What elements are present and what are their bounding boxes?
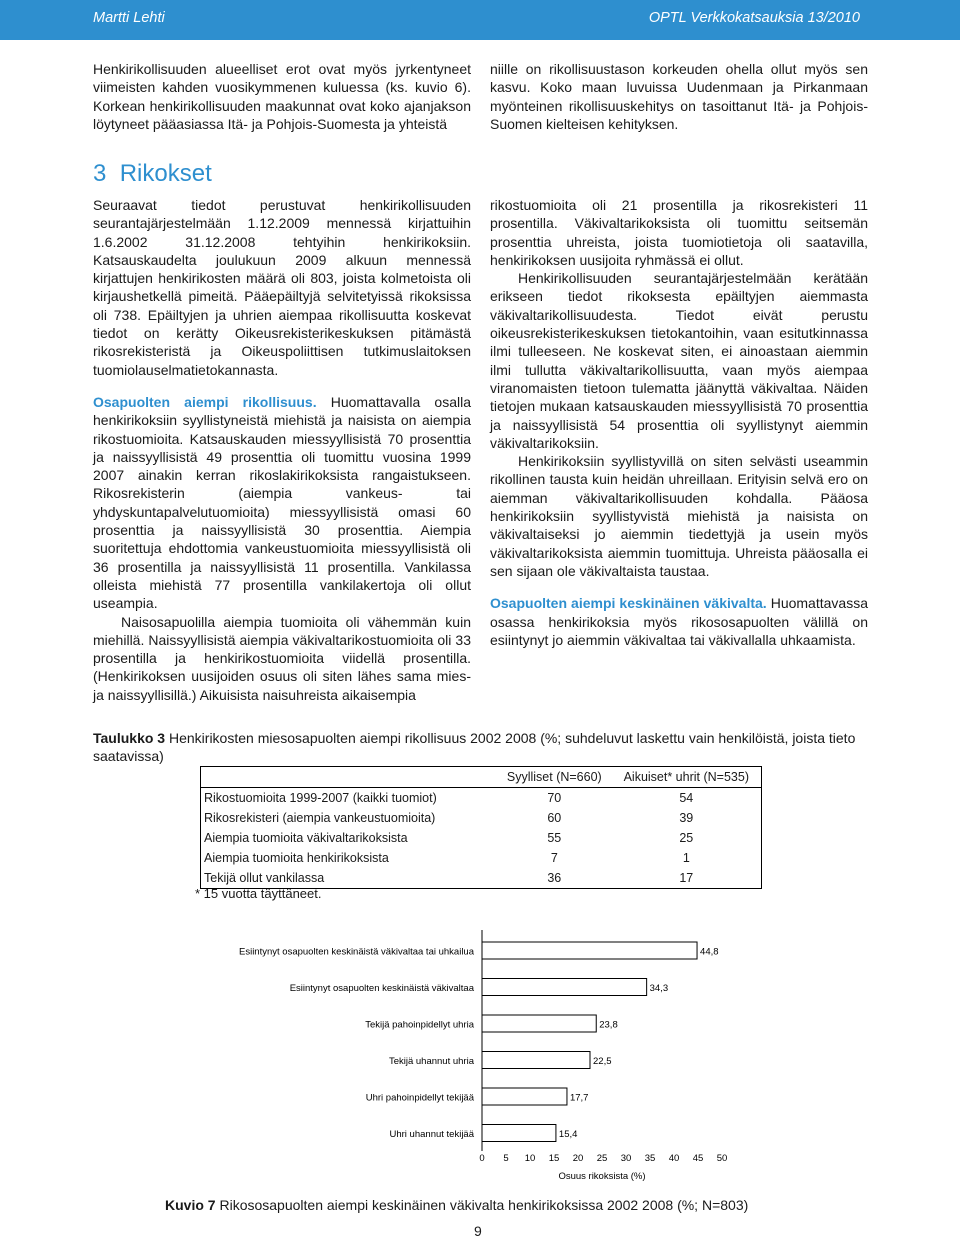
table-cell-a: 70 [547, 791, 562, 805]
right-para-3: Henkirikoksiin syyllistyvillä on siten selvästi useammin rikollinen tausta kuin heidän uhreillaan. Erityisin selvä ero on aiemman väkivaltarikollisuuden kohdalla. Pääosa henkirikoksiin syyllistyvistä miehistä ja naisista on väkivaltaiseksi jo aiemmin tiedettyjä ja usein myös väkivaltarikoksista aiemmin tuomittuja. Uhreista pääosalla ei sen sijaan ole väkivaltaista taustaa. [490, 453, 868, 579]
page-number: 9 [474, 1223, 482, 1239]
x-tick-label: 50 [716, 1153, 728, 1164]
intro-right-text: niille on rikollisuustason korkeuden ohella ollut myös sen kasvu. Koko maan luvuissa Uudenmaan ja Pirkanmaan myönteinen rikollisuuskehitys on tasoittanut Itä- ja Pohjois-Suomen kielteisen kehityksen. [490, 61, 868, 132]
x-tick-label: 45 [692, 1153, 704, 1164]
data-label: 22,5 [593, 1056, 612, 1067]
table-row-label: Aiempia tuomioita henkirikoksista [201, 848, 498, 868]
x-tick-label: 10 [524, 1153, 536, 1164]
table-row-label: Aiempia tuomioita väkivaltarikoksista [201, 828, 498, 848]
section-title: Rikokset [119, 160, 212, 187]
table-caption-text: Henkirikosten miesosapuolten aiempi rikollisuus 2002 2008 (%; suhdeluvut laskettu vain henkilöistä, joista tieto saatavissa) [93, 730, 856, 764]
table-cell-a: 36 [497, 868, 612, 889]
category-label: Esiintynyt osapuolten keskinäistä väkivaltaa [289, 983, 474, 994]
category-label: Uhri pahoinpidellyt tekijää [365, 1092, 474, 1104]
figure-caption [165, 1197, 748, 1213]
left-para-3: Naisosapuolilla aiempia tuomioita oli vähemmän kuin miehillä. Naissyyllisistä aiempia väkivaltarikostuomioita oli 33 prosentilla ja henkirikostuomioita viidellä prosentilla. (Henkirikoksen uusijoiden osuus oli siten lähes sama mies- ja naissyyllisillä.) Aikuisista naisuhreista aikaisempia [93, 613, 471, 703]
x-tick-label: 15 [548, 1153, 560, 1164]
figure-label: Kuvio 7 [165, 1197, 216, 1213]
x-tick-label: 5 [503, 1153, 509, 1164]
page-header [0, 0, 960, 40]
x-tick-label: 30 [620, 1153, 632, 1164]
table-footnote: * 15 vuotta täyttäneet. [195, 886, 322, 901]
table-cell-b: 17 [612, 868, 762, 889]
bar [482, 979, 647, 996]
table-header-col2: Aikuiset* uhrit (N=535) [612, 767, 762, 788]
table-cell-b: 25 [612, 828, 762, 848]
figure-caption-text: Rikososapuolten aiempi keskinäinen väkivalta henkirikoksissa 2002 2008 (%; N=803) [219, 1197, 749, 1213]
table-cell-b: 1 [612, 848, 762, 868]
table-cell-b: 54 [612, 788, 762, 809]
table-row [201, 828, 762, 848]
right-para-4-text: Huomattavassa osassa henkirikoksia myös rikososapuolten välillä on esiintynyt jo aiemmin väkivaltaa tai väkivallalla uhkaamista. [490, 595, 868, 648]
bar [482, 1088, 567, 1105]
category-label: Uhri uhannut tekijää [389, 1129, 474, 1140]
intro-right [490, 60, 868, 133]
x-tick-label: 35 [644, 1153, 656, 1164]
data-label: 34,3 [649, 983, 669, 994]
x-tick-label: 20 [572, 1153, 584, 1164]
bar [482, 1125, 556, 1142]
right-column [490, 196, 868, 649]
bar [482, 1015, 596, 1032]
data-label: 15,4 [558, 1129, 578, 1140]
right-para-4 [490, 594, 868, 649]
table-label: Taulukko 3 [93, 730, 166, 746]
section-heading [93, 160, 212, 188]
intro-left-text: Henkirikollisuuden alueelliset erot ovat myös jyrkentyneet viimeisten kahden vuosikymmenen kuluessa (ks. kuvio 6). Korkean henkirikollisuuden maakunnat ovat koko ajanjakson löytyneet pääasiassa Itä- ja Pohjois-Suomesta ja yhteistä [93, 61, 471, 132]
table-header-col1: Syylliset (N=660) [497, 767, 612, 788]
table-cell-b: 39 [612, 808, 762, 828]
intro-left [93, 60, 471, 133]
x-tick-label: 0 [479, 1153, 485, 1164]
table-cell-a: 55 [547, 831, 562, 845]
left-para-1: Seuraavat tiedot perustuvat henkirikollisuuden seurantajärjestelmään 1.12.2009 mennessä kirjattuihin 1.6.2002 31.12.2008 tehtyihin henkirikoksiin. Katsauskaudelta joulukuun 2009 alkuun mennessä kirjattujen henkirikosten määrä oli 803, joista kolmetoista oli kirjaushetkellä pimeitä. Pääepäiltyjä selvitetyissä rikoksissa oli 738. Epäiltyjen ja uhrien aiempaa rikollisuutta koskevat tiedot on kerätty Oikeusrekisterikeskuksen pitämästä rikosrekisteristä ja Oikeuspoliittisen tutkimuslaitoksen tuomiolauselmatietokannasta. [93, 197, 471, 378]
section-number: 3 [93, 160, 107, 187]
right-para-2: Henkirikollisuuden seurantajärjestelmään kerätään erikseen tiedot rikoksesta epäiltyjen aiemmasta väkivaltarikollisuudesta. Tiedot eivät perustu oikeusrekisterikeskuksen tietokantoihin, vaan esitutkinnassa ilmi tulleeseen. Ne koskevat siten, ei ainoastaan aiemmin ilmi tullutta väkivaltarikollisuutta, vaan myös aiempaa viranomaisten tietoon tulematta jäänyttä väkivaltaa. Näiden tietojen mukaan katsauskauden miessyyllisistä 70 prosenttia ja naissyyllisistä 54 prosenttia oli syyllistynyt aiemmin väkivaltarikoksiin. [490, 270, 868, 451]
data-label: 23,8 [599, 1019, 618, 1031]
header-series: OPTL Verkkokatsauksia 13/2010 [648, 10, 860, 26]
data-table [200, 766, 762, 889]
data-label: 17,7 [569, 1092, 589, 1104]
x-tick-label: 40 [668, 1153, 680, 1164]
table-header-blank [201, 767, 498, 788]
bar [482, 1052, 590, 1069]
table-cell-a: 7 [550, 851, 558, 865]
bar-chart [0, 930, 960, 1190]
table-row [201, 848, 762, 868]
category-label: Tekijä pahoinpidellyt uhria [365, 1019, 474, 1031]
table-row [201, 808, 762, 828]
x-tick-label: 25 [596, 1153, 608, 1164]
table-row-label: Rikostuomioita 1999-2007 (kaikki tuomiot) [201, 788, 498, 809]
table-row [201, 788, 762, 809]
table-cell-a: 60 [547, 811, 562, 825]
category-label: Tekijä uhannut uhria [388, 1056, 474, 1067]
right-para-4-heading: Osapuolten aiempi keskinäinen väkivalta. [490, 595, 767, 612]
left-column [93, 196, 471, 704]
table-row-label: Tekijä ollut vankilassa [201, 868, 498, 889]
table-caption [93, 729, 873, 765]
table-row-label: Rikosrekisteri (aiempia vankeustuomioita) [201, 808, 498, 828]
bar [482, 942, 697, 959]
category-label: Esiintynyt osapuolten keskinäistä väkivaltaa tai uhkailua [239, 946, 474, 958]
x-axis-label: Osuus rikoksista (%) [558, 1171, 646, 1182]
left-para-2-heading: Osapuolten aiempi rikollisuus. [93, 393, 317, 410]
header-author: Martti Lehti [93, 10, 165, 26]
left-para-2 [93, 393, 471, 613]
table-header-row [201, 767, 762, 788]
data-label: 44,8 [700, 946, 719, 958]
right-para-1: rikostuomioita oli 21 prosentilla ja rikosrekisteri 11 prosentilla. Väkivaltarikoksista oli tuomittu seitsemän prosenttia uhreista, joista tuomiotietoja oli saatavilla, henkirikoksen uusijoita ryhmässä ei ollut. [490, 197, 868, 268]
left-para-2-text: Huomattavalla osalla henkirikoksiin syyllistyneistä miehistä ja naisista on aiempia rikostuomioita. Katsauskauden miessyyllisistä 70 prosenttia ja naissyyllisistä 49 prosenttia oli tuomittu vuosina 1999 2007 ainakin kerran rikoslakirikoksista rangaistukseen. Rikosrekisterin (aiempia vankeus- tai yhdyskuntapalvelutuomioita) miessyyllisistä omasi 60 prosenttia ja naissyyllisistä 30 prosenttia. Aiempia suoritettuja ehdottomia vankeustuomioita miessyyllisistä oli 36 prosentilla ja naissyyllisistä 11 prosentilla. Vankilassa olleista miehistä 77 prosentilla vankilakertoja oli ollut useampia. [93, 393, 471, 612]
